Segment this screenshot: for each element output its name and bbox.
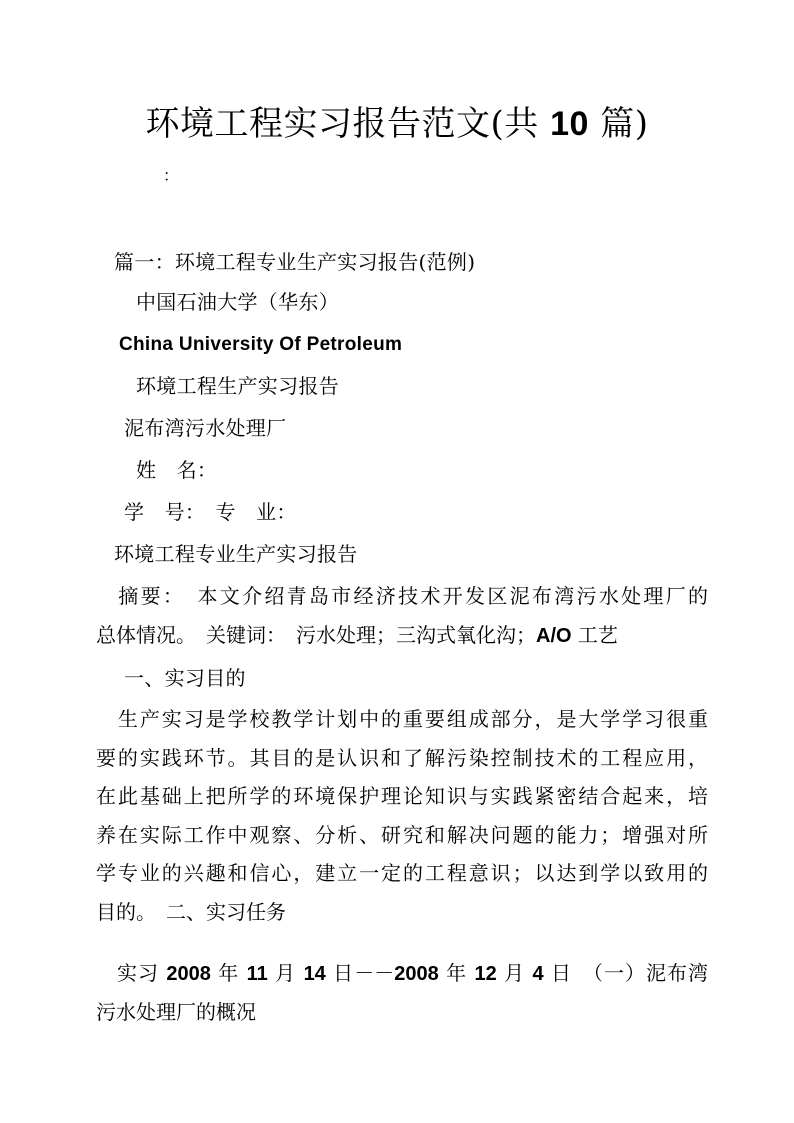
purpose-row: 目的。 二、实习任务 xyxy=(96,899,286,924)
university-name-cn: 中国石油大学（华东） xyxy=(136,290,339,314)
report-heading: 环境工程专业生产实习报告 xyxy=(114,542,358,566)
task-text: 日－－ xyxy=(325,961,395,985)
purpose-row: 生产实习是学校教学计划中的重要组成部分，是大学学习很重 xyxy=(96,707,708,731)
abstract-paragraph xyxy=(96,577,708,654)
task-month-end: 12 xyxy=(474,963,497,985)
id-major-field-label: 学 号： 专 业： xyxy=(124,500,297,524)
task-text: 月 xyxy=(267,961,304,985)
abstract-row: 摘要： 本文介绍青岛市经济技术开发区泥布湾污水处理厂的 xyxy=(96,584,708,608)
title-number: 10 xyxy=(550,105,589,143)
abstract-keyword-ao: A/O xyxy=(536,624,572,647)
abstract-keywords: 总体情况。 关键词： 污水处理；三沟式氧化沟； xyxy=(96,622,536,647)
purpose-row: 在此基础上把所学的环境保护理论知识与实践紧密结合起来，培 xyxy=(96,784,708,808)
abstract-keyword-suffix: 工艺 xyxy=(571,622,618,647)
abstract-row xyxy=(96,616,708,655)
purpose-row: 要的实践环节。其目的是认识和了解污染控制技术的工程应用， xyxy=(96,745,708,770)
task-text: 实习 xyxy=(96,961,167,985)
task-year-start: 2008 xyxy=(166,963,211,985)
heading-purpose: 一、实习目的 xyxy=(124,666,246,690)
title-prefix: 环境工程实习报告范文(共 xyxy=(145,104,551,144)
section-one-heading: 篇一：环境工程专业生产实习报告(范例) xyxy=(114,250,476,274)
document-title xyxy=(0,102,794,146)
purpose-row: 学专业的兴趣和信心，建立一定的工程意识；以达到学以致用的 xyxy=(96,861,708,885)
task-day-end: 4 xyxy=(532,963,544,985)
title-suffix: 篇) xyxy=(588,104,649,144)
purpose-row: 养在实际工作中观察、分析、研究和解决问题的能力；增强对所 xyxy=(96,822,708,847)
colon-mark: ： xyxy=(163,166,180,185)
task-text: 年 xyxy=(438,961,475,985)
task-text: 月 xyxy=(496,961,533,985)
task-day-start: 14 xyxy=(303,963,326,985)
plant-name: 泥布湾污水处理厂 xyxy=(124,416,287,440)
task-text: 年 xyxy=(210,961,247,985)
purpose-paragraph xyxy=(96,700,708,931)
name-field-label: 姓 名： xyxy=(136,458,218,482)
task-row: 污水处理厂的概况 xyxy=(96,999,256,1024)
task-row xyxy=(96,954,708,993)
task-text: 日 （一）泥布湾 xyxy=(543,961,709,985)
task-month-start: 11 xyxy=(246,963,268,985)
report-name: 环境工程生产实习报告 xyxy=(136,374,339,398)
task-paragraph xyxy=(96,954,708,1031)
task-year-end: 2008 xyxy=(394,963,439,985)
university-name-en: China University Of Petroleum xyxy=(119,334,403,355)
